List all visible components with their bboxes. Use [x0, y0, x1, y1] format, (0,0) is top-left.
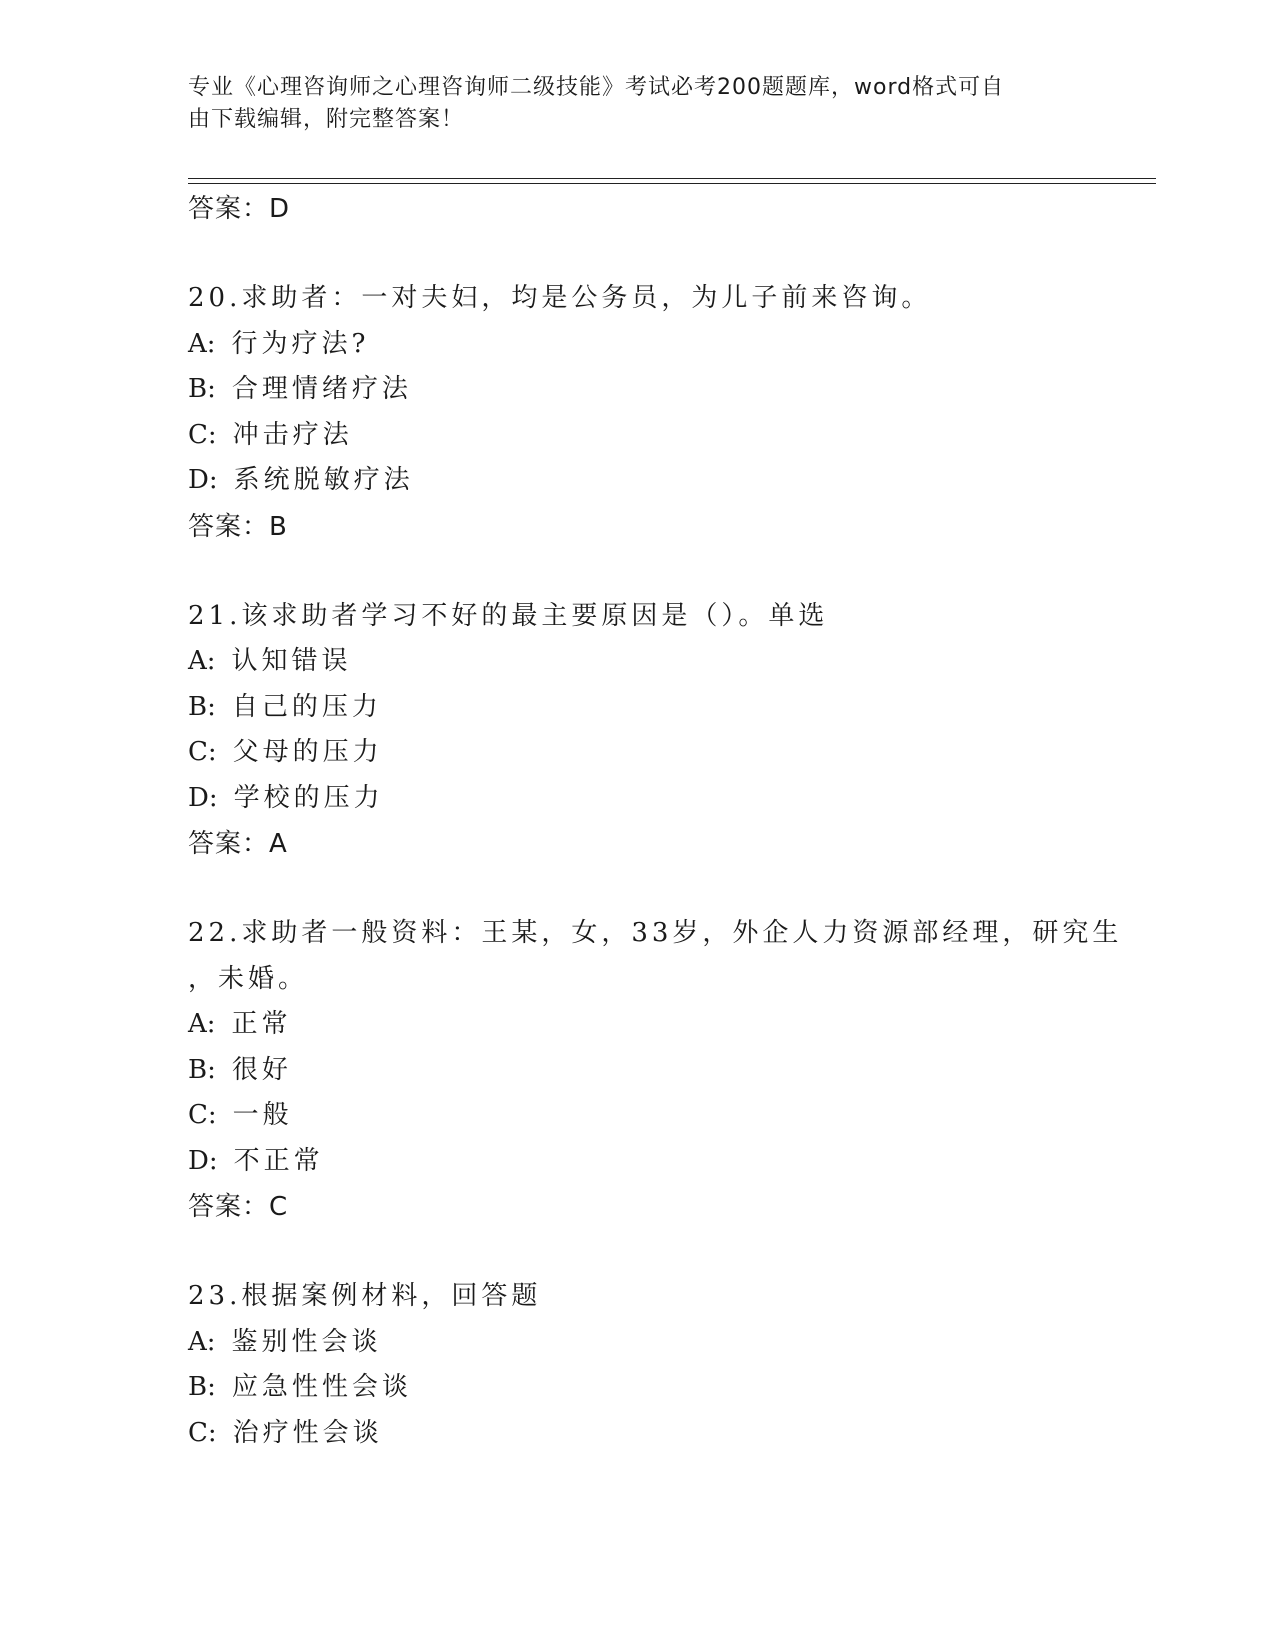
question-text: 21.该求助者学习不好的最主要原因是（）。单选	[188, 600, 829, 631]
option-item	[188, 1093, 1148, 1139]
option-text: 鉴别性会谈	[231, 1326, 382, 1357]
question-text-continued: ，未婚。	[188, 963, 309, 994]
option-text: 治疗性会谈	[232, 1417, 383, 1448]
option-item	[188, 1002, 1148, 1048]
option-text: 应急性性会谈	[231, 1372, 412, 1402]
document-header	[188, 72, 1088, 136]
document-body	[188, 186, 1148, 1456]
question-block	[188, 276, 1148, 550]
question-block	[188, 1274, 1148, 1456]
option-item	[188, 367, 1148, 413]
answer-line: 答案：A	[188, 829, 288, 859]
question-text: 22.求助者一般资料：王某，女，33岁，外企人力资源部经理，研究生	[188, 918, 1123, 948]
answer-line: 答案：B	[188, 511, 288, 542]
option-text: 学校的压力	[233, 782, 384, 813]
option-text: 自己的压力	[231, 691, 382, 722]
option-item	[188, 776, 1148, 822]
option-label: B:	[188, 1054, 216, 1085]
option-item	[188, 1048, 1148, 1094]
option-text: 正常	[231, 1009, 292, 1039]
option-label: B:	[188, 1372, 216, 1402]
option-label: C:	[188, 737, 217, 767]
option-label: A:	[188, 1326, 216, 1357]
option-item	[188, 322, 1148, 368]
option-text: 行为疗法?	[231, 328, 370, 359]
option-label: C:	[188, 1417, 217, 1448]
header-line-2: 由下载编辑，附完整答案！	[188, 107, 465, 132]
option-text: 一般	[232, 1100, 293, 1130]
header-divider-top	[188, 178, 1156, 179]
answer-line: 答案：C	[188, 1192, 289, 1222]
option-item	[188, 458, 1148, 504]
option-label: D:	[188, 465, 218, 495]
option-label: C:	[188, 419, 217, 450]
option-item	[188, 685, 1148, 731]
option-label: D:	[188, 782, 218, 813]
option-label: A:	[188, 1009, 216, 1039]
option-item	[188, 1365, 1148, 1411]
option-text: 合理情绪疗法	[231, 374, 412, 404]
option-item	[188, 730, 1148, 776]
option-text: 冲击疗法	[232, 419, 353, 450]
option-item	[188, 1320, 1148, 1366]
option-text: 认知错误	[231, 646, 352, 676]
option-label: C:	[188, 1100, 217, 1130]
option-label: B:	[188, 374, 216, 404]
option-label: A:	[188, 328, 216, 359]
option-item	[188, 639, 1148, 685]
option-label: B:	[188, 691, 216, 722]
question-block	[188, 594, 1148, 868]
option-label: D:	[188, 1145, 218, 1176]
answer-line: 答案：D	[188, 194, 291, 224]
option-text: 很好	[231, 1054, 292, 1085]
option-item	[188, 1139, 1148, 1185]
option-item	[188, 1411, 1148, 1457]
option-text: 父母的压力	[232, 737, 383, 767]
header-divider-bottom	[188, 183, 1156, 184]
option-label: A:	[188, 646, 216, 676]
option-text: 不正常	[233, 1145, 324, 1176]
header-line-1: 专业《心理咨询师之心理咨询师二级技能》考试必考200题题库，word格式可自	[188, 75, 1005, 100]
question-block	[188, 911, 1148, 1230]
question-text: 23.根据案例材料，回答题	[188, 1281, 542, 1311]
question-text: 20.求助者：一对夫妇，均是公务员，为儿子前来咨询。	[188, 283, 932, 313]
option-item	[188, 413, 1148, 459]
option-text: 系统脱敏疗法	[233, 465, 414, 495]
